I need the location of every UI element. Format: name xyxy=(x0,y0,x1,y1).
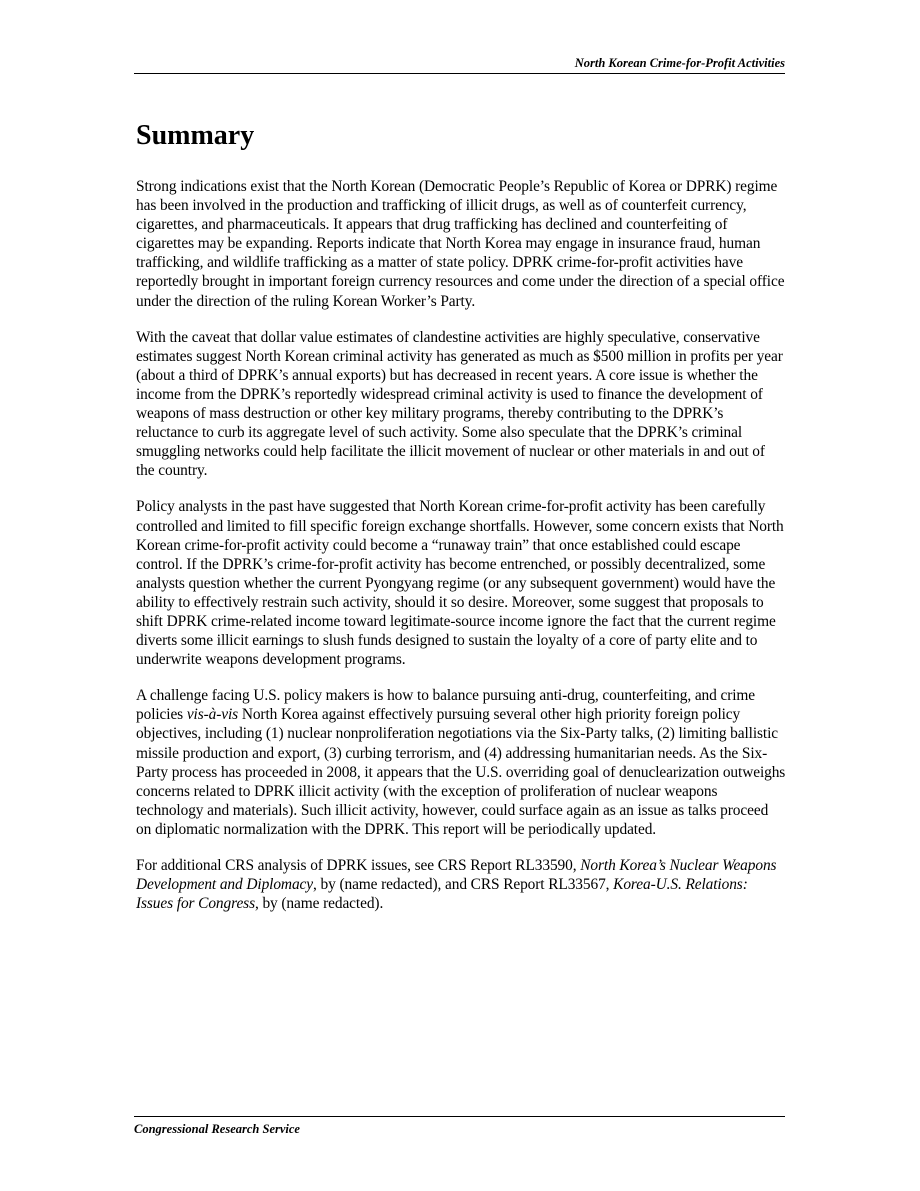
report-title-nuclear: North Korea’s Nuclear Weapons Development and Diplomacy xyxy=(136,857,777,894)
paragraph-5-text-c: , by (name redacted), and CRS Report RL33567, xyxy=(313,876,614,894)
paragraph-5-text-a: For additional CRS analysis of DPRK issues, see CRS Report RL33590, xyxy=(136,857,581,874)
running-header xyxy=(134,55,785,74)
paragraph-4 xyxy=(136,686,786,839)
paragraph-2: With the caveat that dollar value estimates of clandestine activities are highly speculative, conservative estimates suggest North Korean criminal activity has generated as much as $500 million in profits per year (about a third of DPRK’s annual exports) but has decreased in recent years. A core issue is whether the income from the DPRK’s reportedly widespread criminal activity is used to finance the development of weapons of mass destruction or other key military programs, thereby contributing to the DPRK’s reluctance to curb its aggregate level of such activity. Some also speculate that the DPRK’s criminal smuggling networks could help facilitate the illicit movement of nuclear or other materials in and out of the country. xyxy=(136,328,783,480)
page-title: Summary xyxy=(136,120,255,151)
report-title-relations: Korea-U.S. Relations: Issues for Congress xyxy=(136,876,748,913)
paragraph-4-text-c: North Korea against effectively pursuing several other high priority foreign policy objectives, including (1) nuclear nonproliferation negotiations via the Six-Party talks, (2) limiting ballistic missile production and export, (3) curbing terrorism, and (4) addressing humanitarian needs. As the Six-Party process has proceeded in 2008, it appears that the U.S. overriding goal of denuclearization outweighs concerns related to DPRK illicit activity (with the exception of proliferation of nuclear weapons technology and materials). Such illicit activity, however, could surface again as an issue as talks proceed on diplomatic normalization with the DPRK. This report will be periodically updated. xyxy=(136,706,786,838)
running-header-title: North Korean Crime-for-Profit Activities xyxy=(574,56,785,70)
paragraph-5-text-e: , by (name redacted). xyxy=(254,895,384,913)
paragraph-4-text-a: A challenge facing U.S. policy makers is how to balance pursuing anti-drug, counterfeiting, and crime policies xyxy=(136,687,756,724)
paragraph-4-italic: vis-à-vis xyxy=(186,706,239,724)
paragraph-1: Strong indications exist that the North Korean (Democratic People’s Republic of Korea or DPRK) regime has been involved in the production and trafficking of illicit drugs, as well as of counterfeit currency, cigarettes, and pharmaceuticals. It appears that drug trafficking has declined and counterfeiting of cigarettes may be expanding. Reports indicate that North Korea may engage in insurance fraud, human trafficking, and wildlife trafficking as a matter of state policy. DPRK crime-for-profit activities have reportedly brought in important foreign currency resources and come under the direction of a special office under the direction of the ruling Korean Worker’s Party. xyxy=(136,178,785,310)
running-footer xyxy=(134,1116,785,1137)
running-footer-text: Congressional Research Service xyxy=(134,1122,300,1136)
paragraph-3: Policy analysts in the past have suggested that North Korean crime-for-profit activity has been carefully controlled and limited to fill specific foreign exchange shortfalls. However, some concern exists that North Korean crime-for-profit activity could become a “runaway train” that once established could escape control. If the DPRK’s crime-for-profit activity has become entrenched, or possibly decentralized, some analysts question whether the current Pyongyang regime (or any subsequent government) would have the ability to effectively restrain such activity, should it so desire. Moreover, some suggest that proposals to shift DPRK crime-related income toward legitimate-source income ignore the fact that the current regime diverts some illicit earnings to slush funds designed to sustain the loyalty of a core of party elite and to underwrite weapons development programs. xyxy=(136,498,784,669)
paragraph-5 xyxy=(136,856,786,913)
summary-body xyxy=(136,177,786,930)
